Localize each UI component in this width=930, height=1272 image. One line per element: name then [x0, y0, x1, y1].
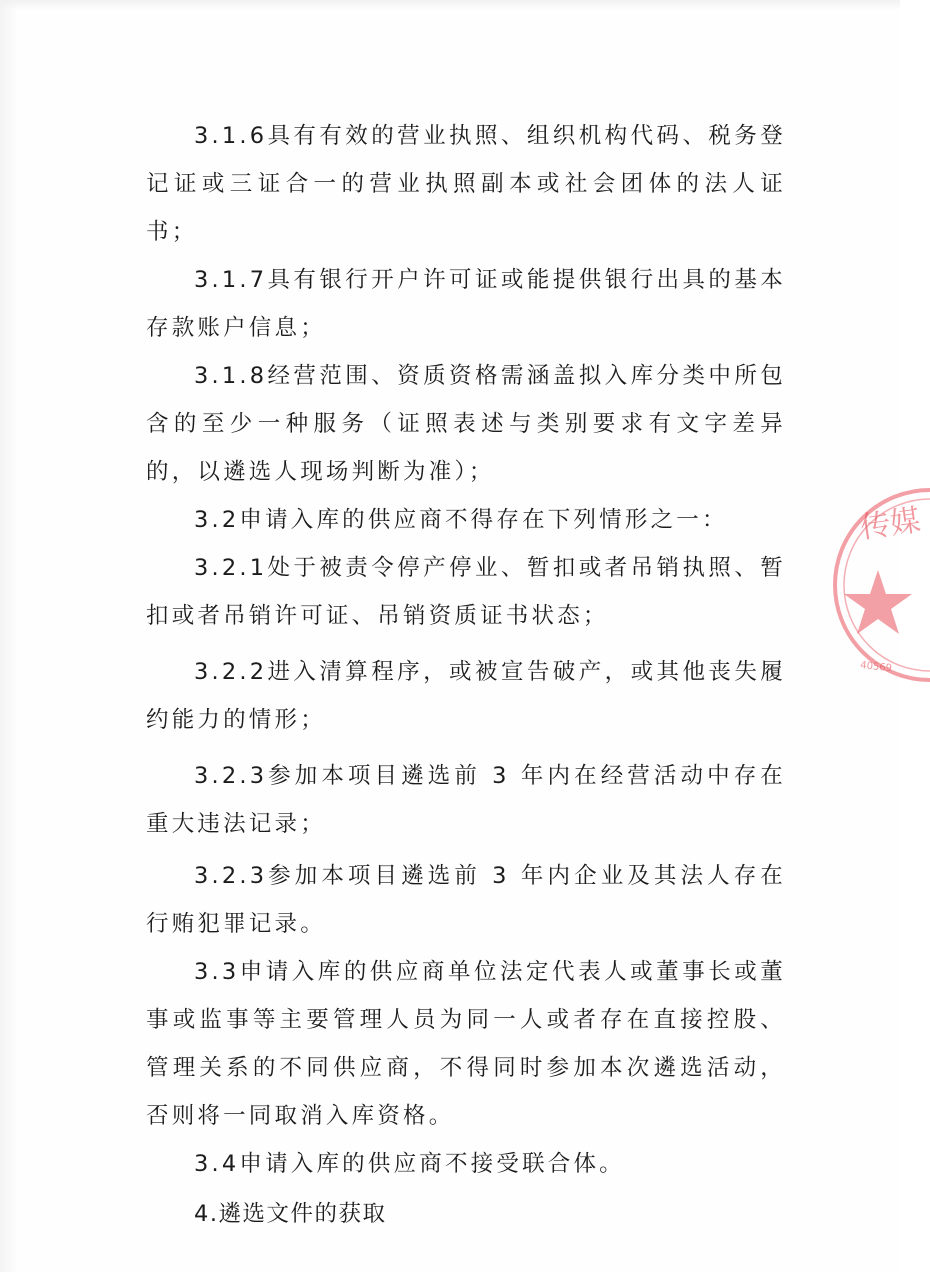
clause-3-4: 3.4申请入库的供应商不接受联合体。 — [194, 1151, 625, 1177]
clause-3-2-3-b: 3.2.3参加本项目遴选前 3 年内企业及其法人存在行贿犯罪记录。 — [146, 863, 786, 937]
document-body — [146, 112, 786, 1238]
clause-3-2-2: 3.2.2进入清算程序，或被宣告破产，或其他丧失履约能力的情形； — [146, 659, 786, 733]
scan-shadow-left — [0, 0, 18, 1272]
section-heading-4: 4.遴选文件的获取 — [194, 1201, 387, 1227]
clause-3-1-6: 3.1.6具有有效的营业执照、组织机构代码、税务登记证或三证合一的营业执照副本或社会团体的法人证书； — [146, 123, 786, 245]
clause-3-2-1: 3.2.1处于被责令停产停业、暂扣或者吊销执照、暂扣或者吊销许可证、吊销资质证书状态； — [146, 555, 786, 629]
clause-3-1-7: 3.1.7具有银行开户许可证或能提供银行出具的基本存款账户信息； — [146, 267, 786, 341]
clause-3-2: 3.2申请入库的供应商不得存在下列情形之一： — [194, 507, 728, 533]
clause-3-2-3-a: 3.2.3参加本项目遴选前 3 年内在经营活动中存在重大违法记录； — [146, 763, 786, 837]
svg-text:传媒: 传媒 — [858, 502, 923, 546]
scan-shadow-top — [0, 0, 900, 10]
svg-text:40569: 40569 — [859, 660, 893, 675]
official-seal — [820, 490, 930, 690]
clause-3-3: 3.3申请入库的供应商单位法定代表人或董事长或董事或监事等主要管理人员为同一人或者存在直接控股、管理关系的不同供应商，不得同时参加本次遴选活动，否则将一同取消入库资格。 — [146, 959, 786, 1129]
clause-3-1-8: 3.1.8经营范围、资质资格需涵盖拟入库分类中所包含的至少一种服务（证照表述与类别要求有文字差异的，以遴选人现场判断为准）； — [146, 363, 786, 485]
